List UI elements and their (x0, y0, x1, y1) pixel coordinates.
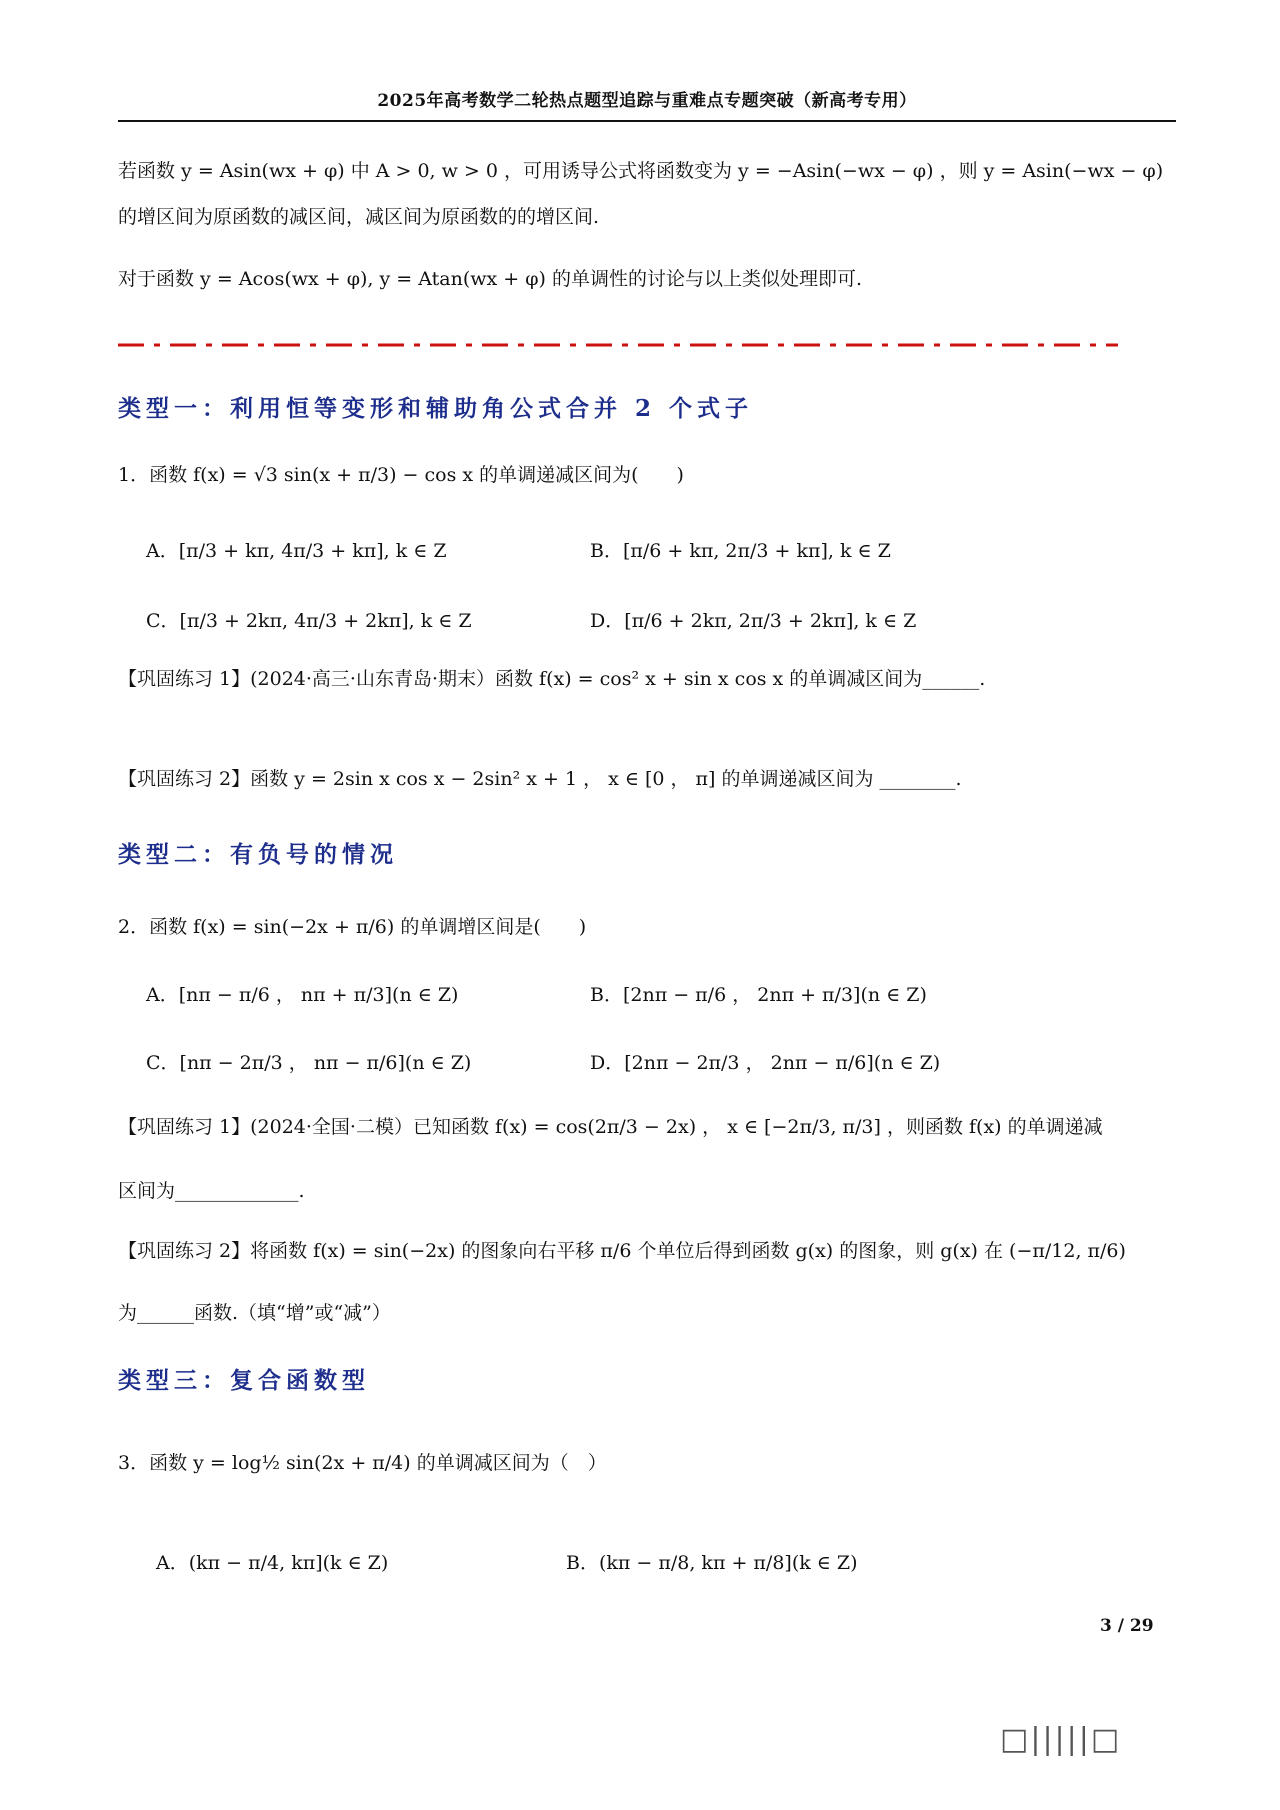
watermark-glyphs: □|||||□ (1000, 1722, 1122, 1757)
page-header-title: 2025年高考数学二轮热点题型追踪与重难点专题突破（新高考专用） (377, 91, 917, 111)
q2-option-c: C．[nπ − 2π/3 ， nπ − π/6](n ∈ Z) (146, 1052, 472, 1074)
question-1: 1．函数 f(x) = √3 sin(x + π/3) − cos x 的单调递减区间为( ) (118, 464, 684, 486)
type2-practice-2-line-1: 【巩固练习 2】将函数 f(x) = sin(−2x) 的图象向右平移 π/6 个单位后得到函数 g(x) 的图象，则 g(x) 在 (−π/12, π/6) (118, 1240, 1126, 1262)
type1-title: 类型一：利用恒等变形和辅助角公式合并 2 个式子 (118, 395, 754, 422)
type2-title: 类型二：有负号的情况 (118, 841, 398, 868)
q2-option-d: D．[2nπ − 2π/3 ， 2nπ − π/6](n ∈ Z) (590, 1052, 941, 1074)
intro-line-2: 的增区间为原函数的减区间，减区间为原函数的的增区间. (118, 206, 600, 228)
question-2: 2．函数 f(x) = sin(−2x + π/6) 的单调增区间是( ) (118, 916, 587, 938)
q3-option-b: B．(kπ − π/8, kπ + π/8](k ∈ Z) (566, 1552, 858, 1574)
q2-option-a: A．[nπ − π/6 ， nπ + π/3](n ∈ Z) (146, 984, 459, 1006)
type2-practice-1-line-1: 【巩固练习 1】(2024·全国·二模）已知函数 f(x) = cos(2π/3 − 2x) ， x ∈ [−2π/3, π/3] ，则函数 f(x) 的单调递减 (118, 1116, 1103, 1138)
type2-practice-2-line-2: 为______函数.（填“增”或“减”） (118, 1302, 391, 1324)
type3-title: 类型三：复合函数型 (118, 1367, 370, 1394)
question-3: 3．函数 y = log½ sin(2x + π/4) 的单调减区间为（ ） (118, 1452, 607, 1474)
q1-option-a: A．[π/3 + kπ, 4π/3 + kπ], k ∈ Z (146, 540, 447, 562)
q3-option-a: A．(kπ − π/4, kπ](k ∈ Z) (156, 1552, 389, 1574)
type1-practice-2: 【巩固练习 2】函数 y = 2sin x cos x − 2sin² x + 1 ， x ∈ [0 ， π] 的单调递减区间为 ________. (118, 768, 962, 790)
type2-practice-1-line-2: 区间为_____________. (118, 1180, 305, 1202)
section-divider (118, 342, 1118, 348)
intro-line-1: 若函数 y = Asin(wx + φ) 中 A > 0, w > 0 ，可用诱导公式将函数变为 y = −Asin(−wx − φ) ，则 y = Asin(−wx − φ) (118, 160, 1164, 182)
q2-option-b: B．[2nπ − π/6 ， 2nπ + π/3](n ∈ Z) (590, 984, 927, 1006)
q1-option-b: B．[π/6 + kπ, 2π/3 + kπ], k ∈ Z (590, 540, 891, 562)
q1-option-d: D．[π/6 + 2kπ, 2π/3 + 2kπ], k ∈ Z (590, 610, 917, 632)
page-number: 3 / 29 (1100, 1616, 1154, 1636)
q1-option-c: C．[π/3 + 2kπ, 4π/3 + 2kπ], k ∈ Z (146, 610, 472, 632)
intro-line-3: 对于函数 y = Acos(wx + φ), y = Atan(wx + φ) 的单调性的讨论与以上类似处理即可. (118, 268, 863, 290)
header-rule (118, 120, 1176, 122)
type1-practice-1: 【巩固练习 1】(2024·高三·山东青岛·期末）函数 f(x) = cos² x + sin x cos x 的单调减区间为______. (118, 668, 986, 690)
